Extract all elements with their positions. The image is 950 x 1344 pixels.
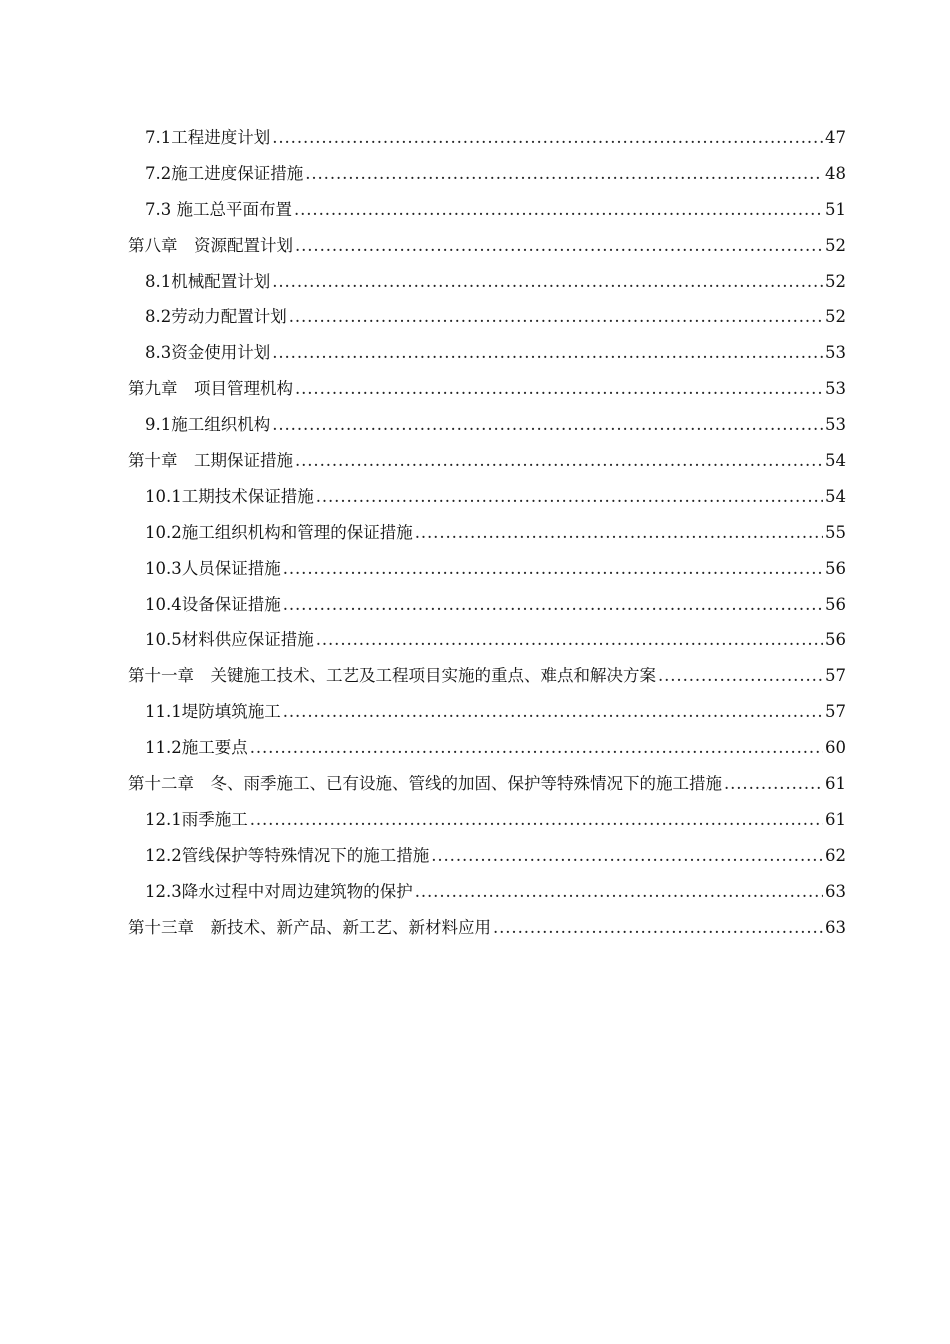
toc-entry-title: 12.3降水过程中对周边建筑物的保护 [145,881,413,901]
toc-entry-title: 8.3资金使用计划 [145,343,271,363]
toc-dot-leader [272,264,823,300]
toc-entry-page: 63 [825,917,846,937]
toc-dot-leader [283,587,823,623]
toc-entry-page: 51 [825,199,846,219]
toc-entry-page: 56 [825,630,846,650]
toc-entry-title: 第十二章 冬、雨季施工、已有设施、管线的加固、保护等特殊情况下的施工措施 [128,774,722,794]
toc-entry[interactable] [128,766,846,802]
toc-entry-title: 第十一章 关键施工技术、工艺及工程项目实施的重点、难点和解决方案 [128,666,656,686]
toc-entry-title: 10.4设备保证措施 [145,594,281,614]
toc-dot-leader [415,874,823,910]
toc-dot-leader [295,228,823,264]
toc-entry-page: 53 [825,415,846,435]
toc-dot-leader [431,838,823,874]
toc-entry-page: 63 [825,881,846,901]
toc-entry-title: 10.3人员保证措施 [145,558,281,578]
toc-dot-leader [316,479,823,515]
toc-dot-leader [493,910,823,946]
toc-dot-leader [250,730,823,766]
toc-entry[interactable] [128,156,846,192]
toc-dot-leader [294,192,823,228]
toc-entry[interactable] [128,228,846,264]
toc-entry-title: 8.2劳动力配置计划 [145,307,287,327]
toc-entry[interactable] [128,802,846,838]
toc-dot-leader [272,335,823,371]
toc-entry-page: 61 [825,809,846,829]
toc-entry-page: 57 [825,666,846,686]
toc-dot-leader [316,622,823,658]
toc-entry-title: 8.1机械配置计划 [145,271,271,291]
toc-entry-title: 第十章 工期保证措施 [128,451,293,471]
toc-entry-title: 第九章 项目管理机构 [128,379,293,399]
toc-entry-page: 62 [825,845,846,865]
toc-entry[interactable] [128,551,846,587]
toc-entry-page: 48 [825,163,846,183]
toc-dot-leader [289,299,823,335]
toc-entry[interactable] [128,910,846,946]
toc-entry[interactable] [128,658,846,694]
toc-entry[interactable] [128,264,846,300]
toc-entry-page: 60 [825,738,846,758]
toc-entry-title: 7.2施工进度保证措施 [145,163,304,183]
toc-entry-page: 55 [825,522,846,542]
toc-entry-title: 第十三章 新技术、新产品、新工艺、新材料应用 [128,917,491,937]
toc-entry-page: 52 [825,235,846,255]
toc-entry-page: 52 [825,271,846,291]
toc-dot-leader [283,694,823,730]
toc-entry-page: 56 [825,594,846,614]
toc-entry[interactable] [128,335,846,371]
toc-entry-title: 12.2管线保护等特殊情况下的施工措施 [145,845,430,865]
toc-entry[interactable] [128,299,846,335]
toc-entry-title: 10.5材料供应保证措施 [145,630,314,650]
toc-entry-page: 54 [825,451,846,471]
toc-entry[interactable] [128,874,846,910]
toc-entry-page: 56 [825,558,846,578]
toc-dot-leader [415,515,823,551]
toc-entry-title: 12.1雨季施工 [145,809,248,829]
toc-entry-title: 第八章 资源配置计划 [128,235,293,255]
toc-dot-leader [272,120,823,156]
toc-dot-leader [305,156,823,192]
toc-dot-leader [724,766,823,802]
toc-entry[interactable] [128,479,846,515]
toc-entry[interactable] [128,371,846,407]
toc-entry-title: 9.1施工组织机构 [145,415,271,435]
toc-entry-title: 11.1堤防填筑施工 [145,702,281,722]
toc-dot-leader [295,443,823,479]
toc-entry[interactable] [128,587,846,623]
toc-dot-leader [295,371,823,407]
toc-entry-page: 53 [825,379,846,399]
toc-dot-leader [658,658,823,694]
toc-entry-page: 53 [825,343,846,363]
toc-entry-page: 61 [825,774,846,794]
toc-entry-page: 54 [825,486,846,506]
toc-entry-page: 47 [825,128,846,147]
toc-entry[interactable] [128,515,846,551]
toc-dot-leader [250,802,823,838]
toc-entry-title: 7.1工程进度计划 [145,128,271,147]
toc-entry[interactable] [128,120,846,156]
toc-entry-title: 11.2施工要点 [145,738,248,758]
toc-dot-leader [272,407,823,443]
toc-entry-title: 10.2施工组织机构和管理的保证措施 [145,522,413,542]
toc-entry[interactable] [128,407,846,443]
toc-entry[interactable] [128,730,846,766]
toc-entry[interactable] [128,622,846,658]
toc-entry-page: 57 [825,702,846,722]
toc-entry-title: 7.3 施工总平面布置 [145,199,292,219]
toc-entry[interactable] [128,443,846,479]
table-of-contents [128,120,846,945]
toc-entry[interactable] [128,838,846,874]
toc-dot-leader [283,551,823,587]
toc-entry-title: 10.1工期技术保证措施 [145,486,314,506]
toc-entry[interactable] [128,192,846,228]
toc-entry[interactable] [128,694,846,730]
toc-entry-page: 52 [825,307,846,327]
